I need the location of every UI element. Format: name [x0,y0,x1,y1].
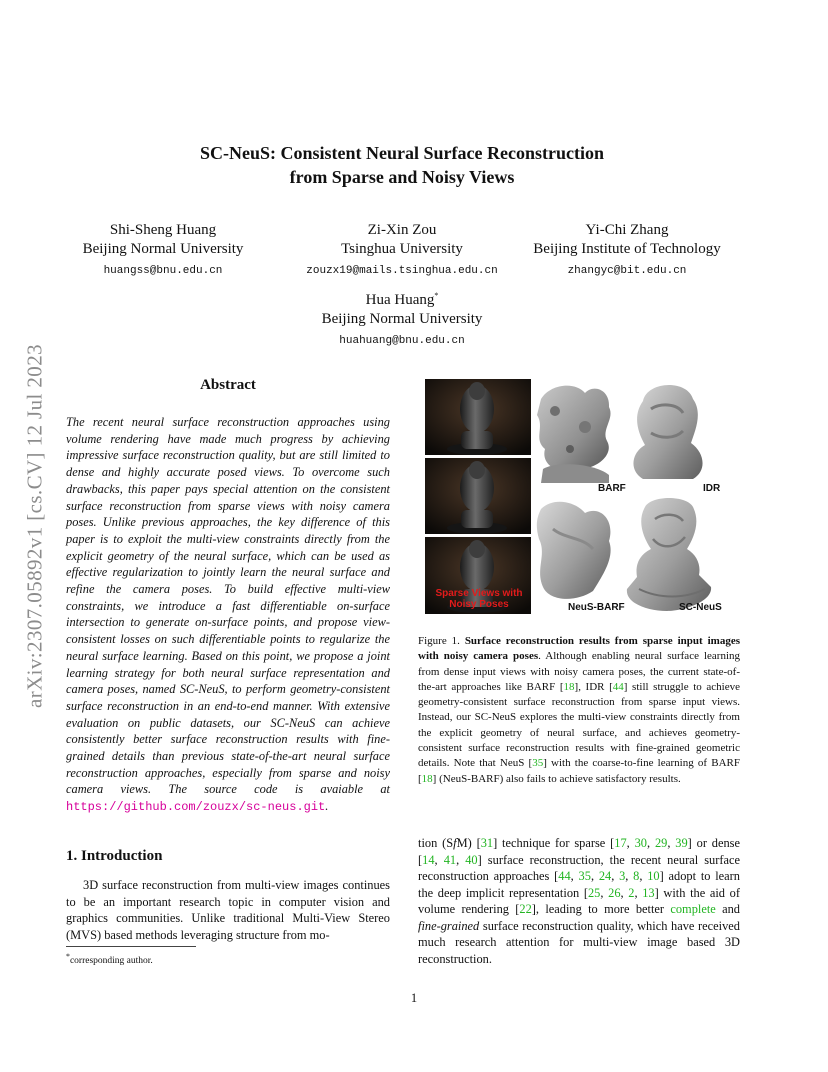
author-name: Zi-Xin Zou [367,222,437,238]
body-text: , [590,869,599,883]
citation-link[interactable]: complete [670,902,716,916]
input-view-1 [425,379,531,455]
citation-link[interactable]: 24 [598,869,612,883]
body-text: ] surface reconstruction, the recent neural surface reconstruction approaches [ [418,852,740,883]
paper-title [130,141,674,189]
author-name-line [302,286,502,310]
body-text: ] adopt to learn the deep implicit representation [ [418,869,740,900]
citation-link[interactable]: 13 [642,885,655,900]
citation-link[interactable]: 10 [647,869,660,883]
caption-bold: Surface reconstruction results from sparse input images with noisy camera poses [418,635,740,663]
footnote-rule [66,946,196,947]
label-input-views [427,588,531,610]
caption-text: ] (NeuS-BARF) also fails to achieve satisfactory results. [432,772,681,785]
body-text: , [600,885,609,900]
author-name: Hua Huang [365,292,435,308]
citation-link[interactable]: 41 [443,852,457,867]
body-text: , [611,869,620,883]
label-sc-neus: SC-NeuS [679,602,722,613]
citation-link[interactable]: 30 [634,836,647,850]
input-label-line-1: Sparse Views with [435,588,523,599]
body-text: , [639,869,648,883]
body-text: ] technique for sparse [ [493,836,615,850]
body-text: and [715,902,740,916]
citation-link[interactable]: 8 [633,869,640,883]
idr-result [633,385,702,479]
body-italic: f [453,836,457,850]
caption-text: ] with the coarse-to-fine learning of BARF [ [418,757,740,785]
body-text: , [570,869,579,883]
label-barf: BARF [598,483,626,494]
citation-link[interactable]: 18 [421,772,433,785]
caption-text: . Although enabling neural surface learning from dense input views with noisy camera poses, the current state-of-the-art approaches like BARF [ [418,650,740,693]
body-text: tion (S [418,836,454,850]
citation-link[interactable]: 40 [465,852,478,867]
label-neus-barf: NeuS-BARF [568,602,625,613]
figure-1-image [425,379,739,614]
page-number: 1 [410,991,418,1005]
arxiv-side-stamp [22,292,48,760]
figure-1-caption [418,634,740,787]
abstract-end: . [325,799,329,814]
citation-link[interactable]: 44 [612,680,624,693]
citation-link[interactable]: 22 [519,902,532,916]
author-email[interactable]: zouzx19@mails.tsinghua.edu.cn [306,265,498,277]
citation-link[interactable]: 14 [422,852,435,867]
author-email[interactable]: huangss@bnu.edu.cn [103,265,223,277]
body-text: , [434,852,444,867]
author-affiliation: Beijing Normal University [82,241,244,257]
citation-link[interactable]: 25 [587,885,601,900]
footnote-mark: * [66,952,70,961]
footnote-text: corresponding author. [69,956,153,967]
barf-result [537,386,611,483]
citation-link[interactable]: 26 [608,885,621,900]
caption-text: ], IDR [ [574,680,613,693]
author-name: Shi-Sheng Huang [109,222,217,238]
body-text: , [667,836,676,850]
citation-link[interactable]: 31 [480,836,494,850]
author-block-3 [520,221,734,281]
abstract-text: The recent neural surface reconstruction approaches using volume rendering have made much progress by achieving impressive surface reconstruction quality, but are still limited to dense and highly accurate posed views. To overcome such drawbacks, this paper pays special attention on the consistent surface reconstruction from sparse views with noisy camera poses. Unlike previous approaches, the key difference of this paper is to exploit the multi-view constraints directly from the explicit geometry of the neural surface, which can be used as effective regularization to jointly learn the neural surface and refine the camera poses. To build effective multi-view constraints, we introduce a fast differentiable on-surface intersection to generate on-surface points, and propose view-consistent losses on such differentiable points to regularize the neural surface learning. Based on this point, we propose a joint learning strategy for both neural surface representation and camera poses, named SC-NeuS, to perform geometry-consistent surface reconstruction in an end-to-end manner. With extensive evaluation on public datasets, our SC-NeuS can achieve consistently better surface reconstruction results with fine-grained details than previous state-of-the-art neural surface reconstruction approaches, especially from sparse and noisy camera views. The source code is avaiable at [66,415,390,797]
neus-barf-result [537,502,611,599]
author-block-4 [302,286,502,351]
body-text: ] or dense [ [418,836,740,867]
input-view-2 [425,458,531,534]
body-text: surface reconstruction quality, which have received much research attention for multi-view image based 3D reconstruction. [418,918,740,966]
author-block-1 [63,221,263,281]
input-label-line-2: Noisy Poses [449,599,509,610]
caption-prefix: Figure 1. [418,635,465,647]
figure-1 [425,379,739,614]
citation-link[interactable]: 2 [628,885,635,900]
body-text: , [620,885,629,900]
arxiv-id-text: arXiv:2307.05892v1 [cs.CV] 12 Jul 2023 [22,343,47,709]
citation-link[interactable]: 35 [532,757,544,770]
author-email[interactable]: zhangyc@bit.edu.cn [567,265,687,277]
body-italic: fine-grained [418,918,480,933]
author-name: Yi-Chi Zhang [585,222,669,238]
intro-paragraph: 3D surface reconstruction from multi-view images continues to be an important research topic in computer vision and graphics communities. Unlike traditional Multi-View Stereo (MVS) based methods leveraging structure from mo- [66,878,390,942]
corresponding-mark: * [434,291,439,300]
author-affiliation: Tsinghua University [341,241,463,257]
citation-link[interactable]: 3 [619,869,626,883]
citation-link[interactable]: 39 [675,836,688,850]
label-idr: IDR [703,483,721,494]
body-text: , [626,836,635,850]
caption-text: ] still struggle to achieve geometry-consistent surface reconstruction from sparse input views. Instead, our SC-NeuS explores the multi-view constraints directly from the explicit geometry of neural surface, and achieves geometry-consistent surface reconstruction results with fine-grained geometric details. Note that NeuS [ [418,680,740,770]
title-line-1: SC-NeuS: Consistent Neural Surface Reconstruction [200,143,604,163]
footnote [66,952,153,966]
abstract-heading: Abstract [200,377,256,393]
author-email[interactable]: huahuang@bnu.edu.cn [339,335,465,347]
body-text: , [456,852,466,867]
body-text: M) [ [456,836,481,850]
citation-link[interactable]: 35 [578,869,591,883]
citation-link[interactable]: 29 [654,836,668,850]
body-text: , [634,885,643,900]
intro-continuation [418,835,740,967]
title-line-2: from Sparse and Noisy Views [289,167,515,187]
author-affiliation: Beijing Normal University [321,311,483,327]
code-link[interactable]: https://github.com/zouzx/sc-neus.git [66,800,326,815]
sc-neus-result [627,498,711,611]
abstract-body [66,414,390,816]
citation-link[interactable]: 44 [558,869,571,883]
intro-heading: 1. Introduction [66,848,163,864]
citation-link[interactable]: 18 [563,680,575,693]
body-text: ] with the aid of volume rendering [ [418,885,740,916]
citation-link[interactable]: 17 [614,836,627,850]
body-text: , [647,836,655,850]
author-block-2 [272,221,532,281]
author-affiliation: Beijing Institute of Technology [533,241,721,257]
body-text: ], leading to more better [531,902,671,916]
body-text: , [625,869,634,883]
